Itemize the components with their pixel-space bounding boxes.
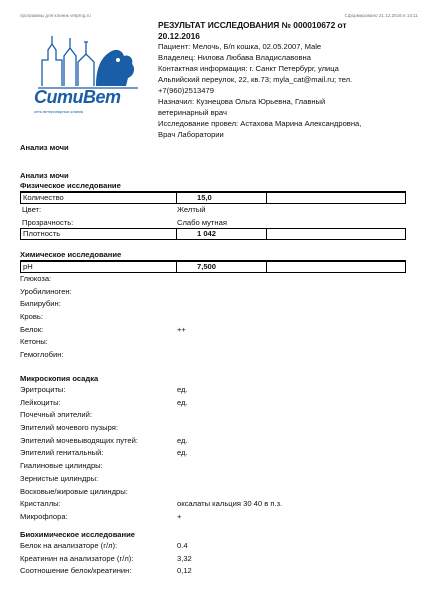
row-label: Эпителий генитальный: [20, 448, 104, 458]
row-label: Кристаллы: [20, 499, 61, 509]
performed-line-1: Исследование провел: Астахова Марина Александровна, [158, 119, 362, 128]
row-label: Гемоглобин: [20, 350, 64, 360]
physical-section [20, 171, 406, 240]
table-row [20, 486, 406, 499]
table-row [20, 511, 406, 524]
contact-line-3: +7(960)2513479 [158, 86, 214, 95]
row-label: Соотношение белок/креатинин: [20, 566, 132, 576]
table-row [20, 192, 406, 204]
brand-name: СитиВет [34, 87, 121, 107]
table-row [20, 409, 406, 422]
patient-line: Пациент: Мелочь, Б/п кошка, 02.05.2007, Male [158, 42, 322, 51]
row-value: Желтый [177, 205, 206, 214]
row-label: Плотность [23, 228, 61, 238]
row-value: 3,32 [177, 553, 192, 563]
row-label: Микрофлора: [20, 511, 68, 521]
micro-title: Микроскопия осадка [20, 374, 99, 383]
city-skyline-dog-icon [30, 30, 142, 90]
row-label: Уробилиноген: [20, 286, 72, 296]
table-row [20, 397, 406, 410]
row-value: оксалаты кальция 30 40 в п.з. [177, 499, 283, 509]
bio-title: Биохимическое исследование [20, 530, 135, 539]
row-label: Кровь: [20, 312, 43, 322]
software-credit: программы для клиник vetprog.ru [20, 13, 91, 18]
owner-line: Владелец: Нилова Любава Владиславовна [158, 53, 311, 62]
report-header [158, 20, 420, 140]
row-label: Зернистые цилиндры: [20, 473, 99, 483]
row-label: Лейкоциты: [20, 397, 61, 407]
table-row [20, 261, 406, 273]
row-label: Цвет: [22, 205, 42, 214]
generated-date: Сформировано 21.12.2016 в 14:11 [344, 13, 418, 18]
table-row [20, 204, 406, 217]
table-row [20, 553, 406, 566]
contact-line-1: Контактная информация: г. Санкт Петербург, улица [158, 64, 339, 73]
row-value: ед. [177, 435, 188, 445]
table-row [20, 460, 406, 473]
table-row [20, 349, 406, 362]
row-label: Прозрачность: [22, 217, 74, 227]
row-value: 0.4 [177, 541, 188, 550]
table-row [20, 311, 406, 324]
assigned-line-1: Назначил: Кузнецова Ольга Юрьевна, Главный [158, 97, 326, 106]
row-label: Кетоны: [20, 337, 48, 347]
urine-title: Анализ мочи [20, 171, 69, 180]
row-label: Количество [23, 193, 64, 202]
row-label: Восковые/жировые цилиндры: [20, 486, 128, 496]
row-value: 7,500 [197, 262, 217, 271]
row-label: Билирубин: [20, 299, 61, 309]
report-title: РЕЗУЛЬТАТ ИССЛЕДОВАНИЯ № 000010672 от [158, 20, 347, 30]
row-label: pH [23, 262, 33, 271]
table-row [20, 565, 406, 578]
table-row [20, 324, 406, 337]
assigned-line-2: ветеринарный врач [158, 108, 227, 117]
row-label: Креатинин на анализаторе (г/л): [20, 553, 134, 563]
chemical-section [20, 250, 406, 362]
table-row [20, 447, 406, 460]
chemical-title: Химическое исследование [20, 250, 406, 261]
report-date: 20.12.2016 [158, 30, 200, 41]
row-value: 1 042 [197, 228, 217, 238]
row-label: Белок: [20, 324, 44, 334]
microscopy-section [20, 374, 406, 524]
table-row [20, 422, 406, 435]
row-value: ++ [177, 324, 186, 334]
row-label: Эпителий мочевыводящих путей: [20, 435, 138, 445]
row-value: + [177, 511, 182, 521]
row-value: ед. [177, 448, 188, 458]
physical-title: Физическое исследование [20, 181, 406, 192]
row-label: Белок на анализаторе (г/л): [20, 541, 118, 550]
row-label: Гиалиновые цилиндры: [20, 461, 103, 471]
brand-subtitle: сеть ветеринарных клиник [34, 109, 84, 114]
row-label: Эритроциты: [20, 385, 66, 394]
table-row [20, 498, 406, 511]
table-row [20, 435, 406, 448]
table-row [20, 273, 406, 286]
clinic-logo [30, 30, 142, 120]
table-row [20, 384, 406, 397]
row-value: Слабо мутная [177, 217, 227, 227]
table-row [20, 228, 406, 240]
row-value: ед. [177, 397, 188, 407]
row-label: Эпителий мочевого пузыря: [20, 423, 118, 433]
analysis-heading: Анализ мочи [20, 143, 69, 152]
performed-line-2: Врач Лаборатории [158, 130, 224, 139]
row-value: 15,0 [197, 193, 212, 202]
biochem-section [20, 530, 406, 578]
row-label: Почечный эпителий: [20, 410, 93, 420]
table-row [20, 336, 406, 349]
row-label: Глюкоза: [20, 274, 52, 283]
row-value: ед. [177, 385, 188, 394]
row-value: 0,12 [177, 566, 192, 576]
table-row [20, 473, 406, 486]
contact-line-2: Альпийский переулок, 22, кв.73; myla_cat@mail.ru; тел. [158, 75, 353, 84]
table-row [20, 286, 406, 299]
table-row [20, 540, 406, 553]
table-row [20, 298, 406, 311]
table-row [20, 217, 406, 228]
